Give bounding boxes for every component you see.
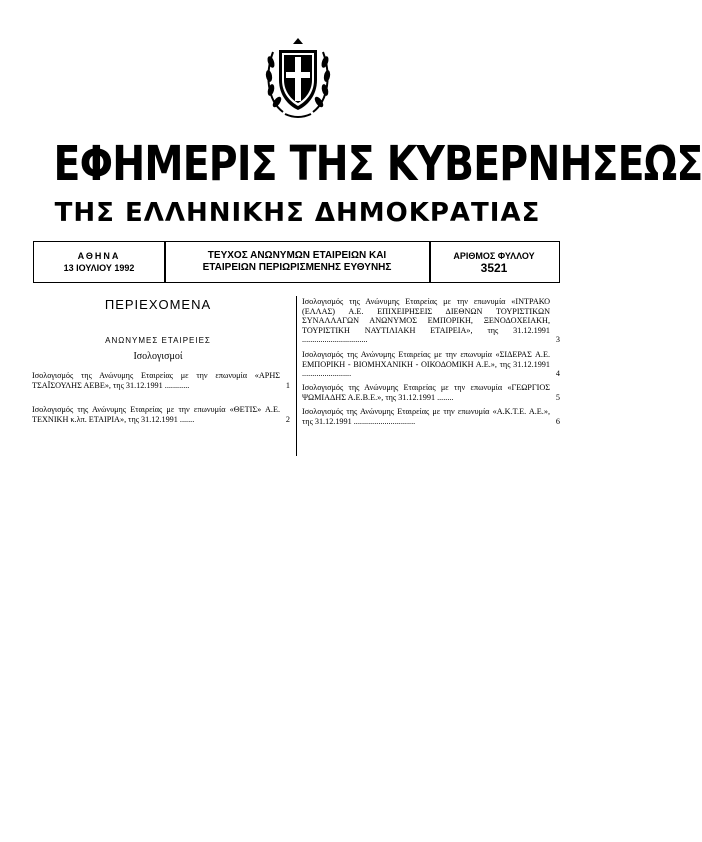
issue-place-date (34, 242, 164, 282)
contents-entry (302, 383, 560, 402)
entry-page-number: 2 (285, 414, 290, 424)
entry-text: Ισολογισμός της Ανώνυμης Εταιρείας με την επωνυμία «ΑΡΗΣ ΤΣΑΪΣΟΥΛΗΣ ΑΕΒΕ», της 31.12.1991 ............ (32, 371, 280, 390)
contents-entry (32, 405, 290, 424)
contents-entry (302, 297, 560, 345)
city-label: ΑΘΗΝΑ (77, 251, 121, 261)
issue-type-line2: ΕΤΑΙΡΕΙΩΝ ΠΕΡΙΩΡΙΣΜΕΝΗΣ ΕΥΘΥΝΗΣ (202, 262, 392, 273)
contents-entry (32, 371, 290, 390)
issue-date: 13 ΙΟΥΛΙΟΥ 1992 (63, 263, 135, 273)
issue-type (165, 242, 429, 282)
coat-of-arms-emblem (263, 22, 333, 122)
entry-text: Ισολογισμός της Ανώνυμης Εταιρείας με την επωνυμία «ΓΕΩΡΓΙΟΣ ΨΩΜΙΑΔΗΣ Α.Ε.Β.Ε.», της 31.12.1991 ........ (302, 383, 550, 402)
sheet-number-label: ΑΡΙΘΜΟΣ ΦΥΛΛΟΥ (453, 251, 535, 261)
sheet-number-cell (430, 242, 558, 282)
contents-entry (302, 350, 560, 379)
issue-info-box (33, 241, 560, 283)
entry-text: Ισολογισμός της Ανώνυμης Εταιρείας με την επωνυμία «Α.Κ.Τ.Ε. Α.Ε.», της 31.12.1991 .............................. (302, 407, 550, 426)
entry-page-number: 4 (555, 369, 560, 379)
entry-text: Ισολογισμός της Ανώνυμης Εταιρείας με την επωνυμία «ΣΙΔΕΡΑΣ Α.Ε. ΕΜΠΟΡΙΚΗ - ΒΙΟΜΗΧΑΝΙΚΗ - ΟΙΚΟΔΟΜΙΚΗ Α.Ε.», της 31.12.1991 ........................ (302, 350, 550, 379)
entry-page-number: 5 (555, 392, 560, 402)
entry-page-number: 1 (285, 380, 290, 390)
entry-text: Ισολογισμός της Ανώνυμης Εταιρείας με την επωνυμία «ΙΝΤΡΑΚΟ (ΕΛΛΑΣ) Α.Ε. ΕΠΙΧΕΙΡΗΣΕΙΣ ΔΙΕΘΝΩΝ ΤΟΥΡΙΣΤΙΚΩΝ ΣΥΝΑΛΛΑΓΩΝ ΑΝΩΝΥΜΟΣ ΕΜΠΟΡΙΚΗ, ΞΕΝΟΔΟΧΕΙΑΚΗ, ΤΟΥΡΙΣΤΙΚΗ ΝΑΥΤΙΛΙΑΚΗ ΕΤΑΙΡΕΙΑ», της 31.12.1991 ................................ (302, 297, 550, 345)
entry-page-number: 3 (555, 335, 560, 345)
entry-text: Ισολογισμός της Ανώνυμης Εταιρείας με την επωνυμία «ΘΕΤΙΣ» Α.Ε. ΤΕΧΝΙΚΗ κ.λπ. ΕΤΑΙΡΙΑ», της 31.12.1991 ....... (32, 405, 280, 424)
issue-type-line1: ΤΕΥΧΟΣ ΑΝΩΝΥΜΩΝ ΕΤΑΙΡΕΙΩΝ ΚΑΙ (207, 250, 387, 261)
gazette-subtitle: ΤΗΣ ΕΛΛΗΝΙΚΗΣ ΔΗΜΟΚΡΑΤΙΑΣ (54, 198, 541, 228)
sheet-number: 3521 (480, 261, 508, 275)
contents-heading: ΠΕΡΙΕΧΟΜΕΝΑ (104, 297, 212, 312)
contents-entry (302, 407, 560, 426)
gazette-title: ΕΦΗΜΕΡΙΣ ΤΗΣ ΚΥΒΕΡΝΗΣΕΩΣ (53, 136, 702, 192)
entry-page-number: 6 (555, 416, 560, 426)
subsection-heading: Ισολογισμοί (133, 351, 183, 362)
column-divider (296, 296, 297, 456)
section-heading: ΑΝΩΝΥΜΕΣ ΕΤΑΙΡΕΙΕΣ (105, 336, 211, 345)
